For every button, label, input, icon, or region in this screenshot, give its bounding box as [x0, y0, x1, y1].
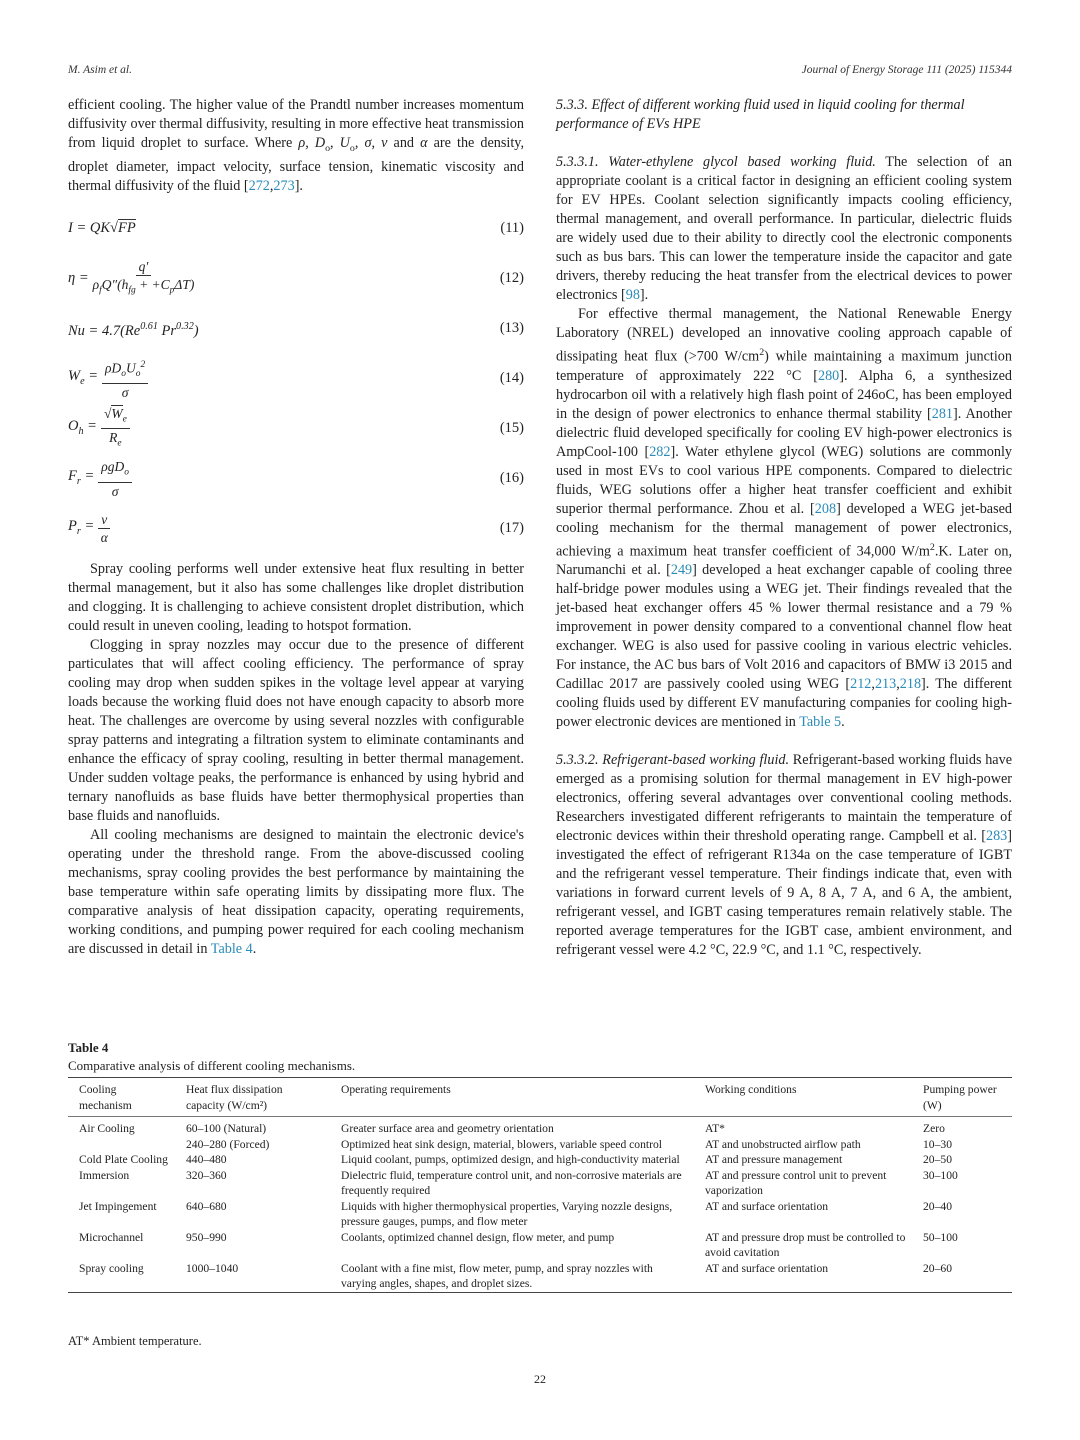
table-label: Table 4 — [68, 1040, 109, 1055]
paragraph — [68, 96, 524, 196]
table-header-row — [68, 1078, 1012, 1117]
table-cell: Immersion — [79, 1168, 130, 1182]
equation-lhs — [68, 467, 94, 491]
numerator — [101, 405, 130, 430]
denominator — [122, 384, 129, 401]
subsection-heading: 5.3.3.2. Refrigerant-based working fluid. — [556, 752, 790, 769]
equation-lhs — [68, 367, 98, 391]
subscript: h — [78, 425, 84, 437]
superscript: 2 — [140, 359, 146, 370]
text-run: Q″(h — [101, 276, 129, 292]
fraction — [98, 511, 110, 546]
math-symbol: D — [314, 135, 326, 151]
text-run: Refrigerant-based working fluids have emerged as a promising solution for thermal management in EV high-power electronics, offering several advantages over conventional cooling methods. Researchers investigated different refrigerants to maintain the temperature of electronic devices within their threshold operating range. Campbell et al. [ — [556, 752, 1012, 845]
citation-link[interactable]: 218 — [899, 676, 922, 693]
text-run: ] investigated the effect of refrigerant R134a on the case temperature of IGBT and the refrigerant vessel temperature. Their findings indicate that, even with variations in forward current levels of 9 A, 8 A, 7 A, and 6 A, the ambient, refrigerant vessel, and IGBT casing temperatures remain relatively stable. The reported average temperatures for the IGBT case, ambient environment, and refrigerant vessel were 4.2 °C, 22.9 °C, and 1.1 °C, respectively. — [556, 828, 1012, 959]
equation — [68, 354, 524, 404]
text-run: The selection of an appropriate coolant is a critical factor in designing an efficient cooling system for EV HPEs. Coolant selection significantly impacts cooling efficiency, thermal management, and overall performance. In particular, dielectric fluids are widely used due to their ability to directly cool the electronic components such as bus bars. This can lower the temperature inside the capacitor and gate drivers, thereby reducing the heat transfer from the electrical devices to power electronics [ — [556, 154, 1013, 303]
table-cell: Optimized heat sink design, material, blowers, variable speed control — [341, 1137, 662, 1151]
citation-link[interactable]: Table 5 — [799, 714, 842, 731]
subscript: o — [325, 142, 331, 154]
table-cell: 20–50 — [923, 1153, 952, 1166]
subsection-heading: 5.3.3.1. Water-ethylene glycol based working fluid. — [556, 154, 876, 170]
table-cell: Coolant with a fine mist, flow meter, pump, and spray nozzles with varying angles, shapes, and droplet sizes. — [341, 1261, 653, 1290]
table-row — [68, 1261, 1012, 1293]
text-run: are the density, droplet diameter, impact velocity, surface tension, kinematic viscosity and thermal diffusivity of the fluid [ — [68, 135, 525, 194]
equation-number: (12) — [499, 270, 524, 287]
table-row — [68, 1152, 1012, 1168]
text-run: q′ — [138, 258, 149, 274]
superscript: 0.61 — [140, 320, 158, 332]
paragraph — [68, 826, 524, 959]
text-run: efficient cooling. The higher value of the Prandtl number increases momentum diffusivity over thermal diffusivity, resulting in more effective heat transmission from liquid droplet to surface. Where — [68, 97, 524, 151]
numerator — [98, 458, 132, 483]
subscript: o — [124, 467, 129, 478]
section-heading: 5.3.3. Effect of different working fluid used in liquid cooling for thermal performance of EVs HPE — [556, 97, 965, 132]
text-run: Clogging in spray nozzles may occur due to the presence of different particulates that will affect cooling efficiency. The performance of spray cooling may drop when sudden spikes in the voltage level appear at varying loads because the working fluid does not have enough capacity to absorb more heat. The challenges are overcome by using several nozzles with configurable spray patterns and integrating a filtration system to eliminate contaminants and enhance the efficacy of spray cooling, resulting in better thermal management. Under sudden voltage peaks, the performance is enhanced by using hybrid and ternary nanofluids as base fluids have better thermophysical properties than base fluids and nanofluids. — [68, 636, 524, 824]
text-run: ]. — [294, 177, 303, 194]
text-run: ]. — [639, 287, 649, 303]
citation-link[interactable]: 208 — [814, 500, 837, 517]
table-cell: Liquids with higher thermophysical properties, Varying nozzle designs, pressure gauges, pumps, and flow meter — [341, 1199, 673, 1228]
math-symbol: ν — [381, 135, 388, 151]
citation-link[interactable]: 283 — [985, 828, 1008, 845]
text-run: ]. Water ethylene glycol (WEG) solutions are commonly used in most EVs to cool various HPE components. Compared to dielectric fluids, WEG solutions offer a higher heat transfer coefficient and exhibit superior thermal performance. Zhou et al. [ — [556, 443, 1013, 517]
citation-link[interactable]: 213 — [874, 676, 897, 693]
table-cell: 50–100 — [923, 1230, 958, 1244]
table-cell: AT and pressure control unit to prevent vaporization — [705, 1168, 887, 1197]
text-run: I = QK√ — [68, 220, 118, 237]
denominator — [109, 429, 121, 453]
column-header: Working conditions — [694, 1078, 912, 1117]
text-run: F — [68, 467, 77, 484]
citation-link[interactable]: 212 — [850, 676, 872, 693]
equation — [68, 304, 524, 354]
citation-link[interactable]: 98 — [625, 287, 640, 303]
subscript: e — [80, 375, 85, 387]
text-run: σ — [111, 483, 119, 499]
table-footnote: AT* Ambient temperature. — [68, 1334, 202, 1348]
math-symbol: α — [420, 135, 428, 151]
subscript: e — [117, 439, 122, 450]
subscript: e — [122, 414, 127, 425]
table-row — [68, 1230, 1012, 1261]
math-symbol: ρ — [298, 135, 306, 151]
table-caption: Comparative analysis of different cooling mechanisms. — [68, 1058, 356, 1073]
text-run: U — [125, 360, 136, 376]
text-run: = — [80, 517, 95, 534]
table-cell: Spray cooling — [79, 1261, 144, 1275]
text-run: + +C — [135, 276, 170, 292]
paragraph — [556, 154, 1012, 303]
table-cell: AT and pressure management — [705, 1153, 843, 1166]
text-run: ]. Another dielectric fluid developed specifically for cooling EV high-power electronics is AmpCool-100 [ — [556, 405, 1013, 460]
subscript: p — [169, 285, 175, 296]
table-cell: Air Cooling — [79, 1122, 135, 1135]
text-run: = — [80, 467, 95, 484]
numerator — [136, 258, 152, 276]
table-row — [68, 1117, 1012, 1137]
numerator — [102, 357, 148, 384]
table-cell: AT and surface orientation — [705, 1261, 829, 1275]
page-number: 22 — [534, 1372, 546, 1386]
table-cell: AT* — [705, 1122, 725, 1135]
superscript: 2 — [759, 347, 765, 358]
table-cell: Cold Plate Cooling — [79, 1153, 168, 1166]
text-run: Spray cooling performs well under extensive heat flux resulting in better thermal management, but it also has some challenges like droplet distribution and clogging. It is challenging to achieve consistent droplet distribution, which could result in uneven cooling, leading to hotspot formation. — [68, 560, 524, 634]
text-run: ) while maintaining a maximum junction temperature of approximately 222 °C [ — [556, 348, 1012, 384]
table-cell: 30–100 — [923, 1168, 958, 1182]
table-cell: 20–60 — [923, 1261, 952, 1275]
citation-link[interactable]: 282 — [649, 443, 671, 460]
paragraph — [68, 636, 524, 826]
table-row — [68, 1137, 1012, 1153]
subscript: r — [76, 525, 81, 537]
equation-lhs — [68, 417, 97, 441]
table-cell: Zero — [923, 1122, 945, 1135]
comparison-table — [68, 1077, 1012, 1293]
radicand: W — [111, 405, 123, 421]
table-cell: Jet Impingement — [79, 1199, 157, 1213]
citation-link[interactable]: 272 — [248, 177, 270, 194]
text-run: R — [109, 430, 118, 446]
text-run: Nu = 4.7(Re — [68, 322, 141, 339]
denominator — [101, 529, 108, 546]
text-run: , — [871, 676, 875, 693]
table-cell: 20–40 — [923, 1199, 952, 1213]
text-run: Pr — [157, 322, 177, 339]
subscript: fg — [128, 285, 136, 296]
text-run: ΔT) — [174, 276, 195, 292]
text-run: ρD — [105, 360, 122, 376]
paragraph — [556, 752, 1012, 958]
text-run: , — [305, 135, 315, 151]
text-run: .K. Later on, Narumanchi et al. [ — [556, 543, 1012, 579]
table-row — [68, 1199, 1012, 1230]
equation — [68, 204, 524, 254]
table-cell: AT and pressure drop must be controlled to avoid cavitation — [705, 1230, 906, 1259]
math-symbol: U — [339, 135, 350, 151]
citation-link[interactable]: Table 4 — [210, 940, 253, 957]
radicand: FP — [117, 220, 136, 237]
text-run: ] developed a WEG jet-based cooling mechanism for the thermal management of power electronics, achieving a maximum heat transfer coefficient of 34,000 W/m — [556, 500, 1012, 560]
table-cell — [68, 1137, 175, 1153]
running-header-authors: M. Asim et al. — [68, 64, 132, 76]
equation-lhs — [68, 219, 136, 238]
text-run: All cooling mechanisms are designed to maintain the electronic device's operating under the threshold range. From the above-discussed cooling mechanisms, spray cooling provides the best performance by maintaining the base temperature within safe operating limits by dissipating more flux. The comparative analysis of heat dissipation capacity, operating requirements, working conditions, and pumping power required for each cooling mechanism are discussed in detail in — [68, 826, 524, 957]
text-run: . — [841, 714, 845, 731]
text-run: , — [269, 177, 274, 194]
text-run: ] developed a heat exchanger capable of cooling three half-bridge power modules using a WEG jet. Their findings revealed that the jet-based heat exchanger offers 45 % lower thermal resistance and a 79 % improvement in power density compared to a conventional channel flow heat exchanger. WEG is also used for passive cooling in various electric vehicles. For instance, the AC bus bars of Volt 2016 and capacitors of BMW i3 2015 and Cadillac 2017 are passively cooled using WEG [ — [556, 562, 1012, 693]
table-cell: 240–280 (Forced) — [186, 1137, 270, 1151]
running-header-journal: Journal of Energy Storage 111 (2025) 115344 — [801, 64, 1012, 76]
citation-link[interactable]: 280 — [817, 367, 840, 384]
text-run: = — [84, 367, 99, 384]
text-run: and — [387, 135, 421, 151]
table-cell: Dielectric fluid, temperature control unit, and non-corrosive materials are frequently required — [341, 1168, 682, 1197]
table-cell: Microchannel — [79, 1230, 144, 1244]
text-run: ]. The different cooling fluids used by different EV manufacturing companies for cooling high-power electronic devices are mentioned in — [556, 676, 1012, 731]
equation-number: (14) — [499, 370, 524, 387]
text-run: For effective thermal management, the National Renewable Energy Laboratory (NREL) developed an innovative cooling approach capable of dissipating heat flux (>700 W/cm — [556, 306, 1012, 365]
text-run: , — [896, 676, 900, 693]
fraction — [98, 458, 132, 500]
fraction — [101, 405, 130, 453]
table-cell: Coolants, optimized channel design, flow meter, and pump — [341, 1230, 615, 1244]
text-run: , — [330, 135, 340, 151]
equations — [68, 204, 524, 554]
subscript: o — [349, 142, 355, 154]
subscript: o — [121, 368, 126, 379]
superscript: 2 — [929, 541, 935, 553]
table-cell: AT and surface orientation — [705, 1199, 829, 1213]
table-cell: 60–100 (Natural) — [186, 1122, 267, 1135]
equation — [68, 504, 524, 554]
column-header: Cooling mechanism — [68, 1078, 175, 1117]
text-run: ρ — [92, 276, 100, 292]
table-cell: 10–30 — [923, 1137, 952, 1151]
citation-link[interactable]: 273 — [273, 177, 295, 194]
column-header: Heat flux dissipation capacity (W/cm²) — [175, 1078, 330, 1117]
numerator — [98, 511, 110, 529]
table-cell: 440–480 — [186, 1153, 227, 1166]
paragraph — [68, 560, 524, 636]
table-cell: 640–680 — [186, 1199, 227, 1213]
equation-number: (16) — [499, 470, 524, 487]
text-run: ) — [193, 322, 199, 339]
text-run: σ — [121, 384, 129, 400]
text-run: W — [68, 367, 81, 384]
text-run: ]. Alpha 6, a synthesized hydrocarbon oil with a relatively high flash point of 246oC, has been employed in the design of power electronics to enhance thermal stability [ — [556, 367, 1012, 422]
equation-number: (15) — [499, 420, 524, 437]
fraction — [93, 258, 195, 300]
math-symbol: σ — [364, 135, 372, 151]
table-cell: 1000–1040 — [186, 1261, 239, 1275]
text-run: O — [68, 417, 79, 434]
text-run: √ — [103, 405, 112, 421]
equation-number: (11) — [500, 220, 524, 237]
text-run: α — [100, 530, 108, 546]
table-cell: Greater surface area and geometry orientation — [341, 1122, 554, 1135]
text-run: , — [354, 135, 365, 151]
denominator — [112, 483, 119, 500]
text-run: ν — [101, 512, 108, 528]
table-cell: 320–360 — [186, 1168, 227, 1182]
paragraph — [556, 305, 1012, 732]
equation — [68, 254, 524, 304]
fraction — [102, 357, 148, 401]
table-cell: 950–990 — [186, 1230, 227, 1244]
superscript: 0.32 — [176, 320, 194, 332]
citation-link[interactable]: 281 — [931, 405, 953, 422]
equation-lhs — [68, 517, 94, 541]
column-header: Pumping power (W) — [912, 1078, 1012, 1117]
subscript: f — [99, 285, 102, 296]
equation-number: (17) — [499, 520, 524, 537]
text-run: , — [371, 135, 382, 151]
table-cell: Liquid coolant, pumps, optimized design, and high-conductivity material — [341, 1153, 680, 1166]
text-run: = — [83, 417, 97, 434]
text-run: P — [68, 517, 77, 534]
equation — [68, 454, 524, 504]
equation-lhs — [68, 269, 89, 288]
table-cell: AT and unobstructed airflow path — [705, 1137, 861, 1151]
equation-number: (13) — [499, 320, 524, 337]
column-header: Operating requirements — [330, 1078, 694, 1117]
table-row — [68, 1168, 1012, 1199]
text-run: η = — [68, 270, 89, 287]
citation-link[interactable]: 249 — [670, 562, 693, 579]
left-column — [68, 96, 524, 959]
subscript: r — [76, 475, 81, 487]
equation — [68, 404, 524, 454]
right-column — [556, 96, 1012, 960]
text-run: . — [252, 940, 257, 957]
denominator — [93, 276, 195, 300]
equation-lhs — [68, 317, 199, 341]
subscript: o — [135, 368, 141, 379]
text-run: ρgD — [101, 458, 125, 474]
